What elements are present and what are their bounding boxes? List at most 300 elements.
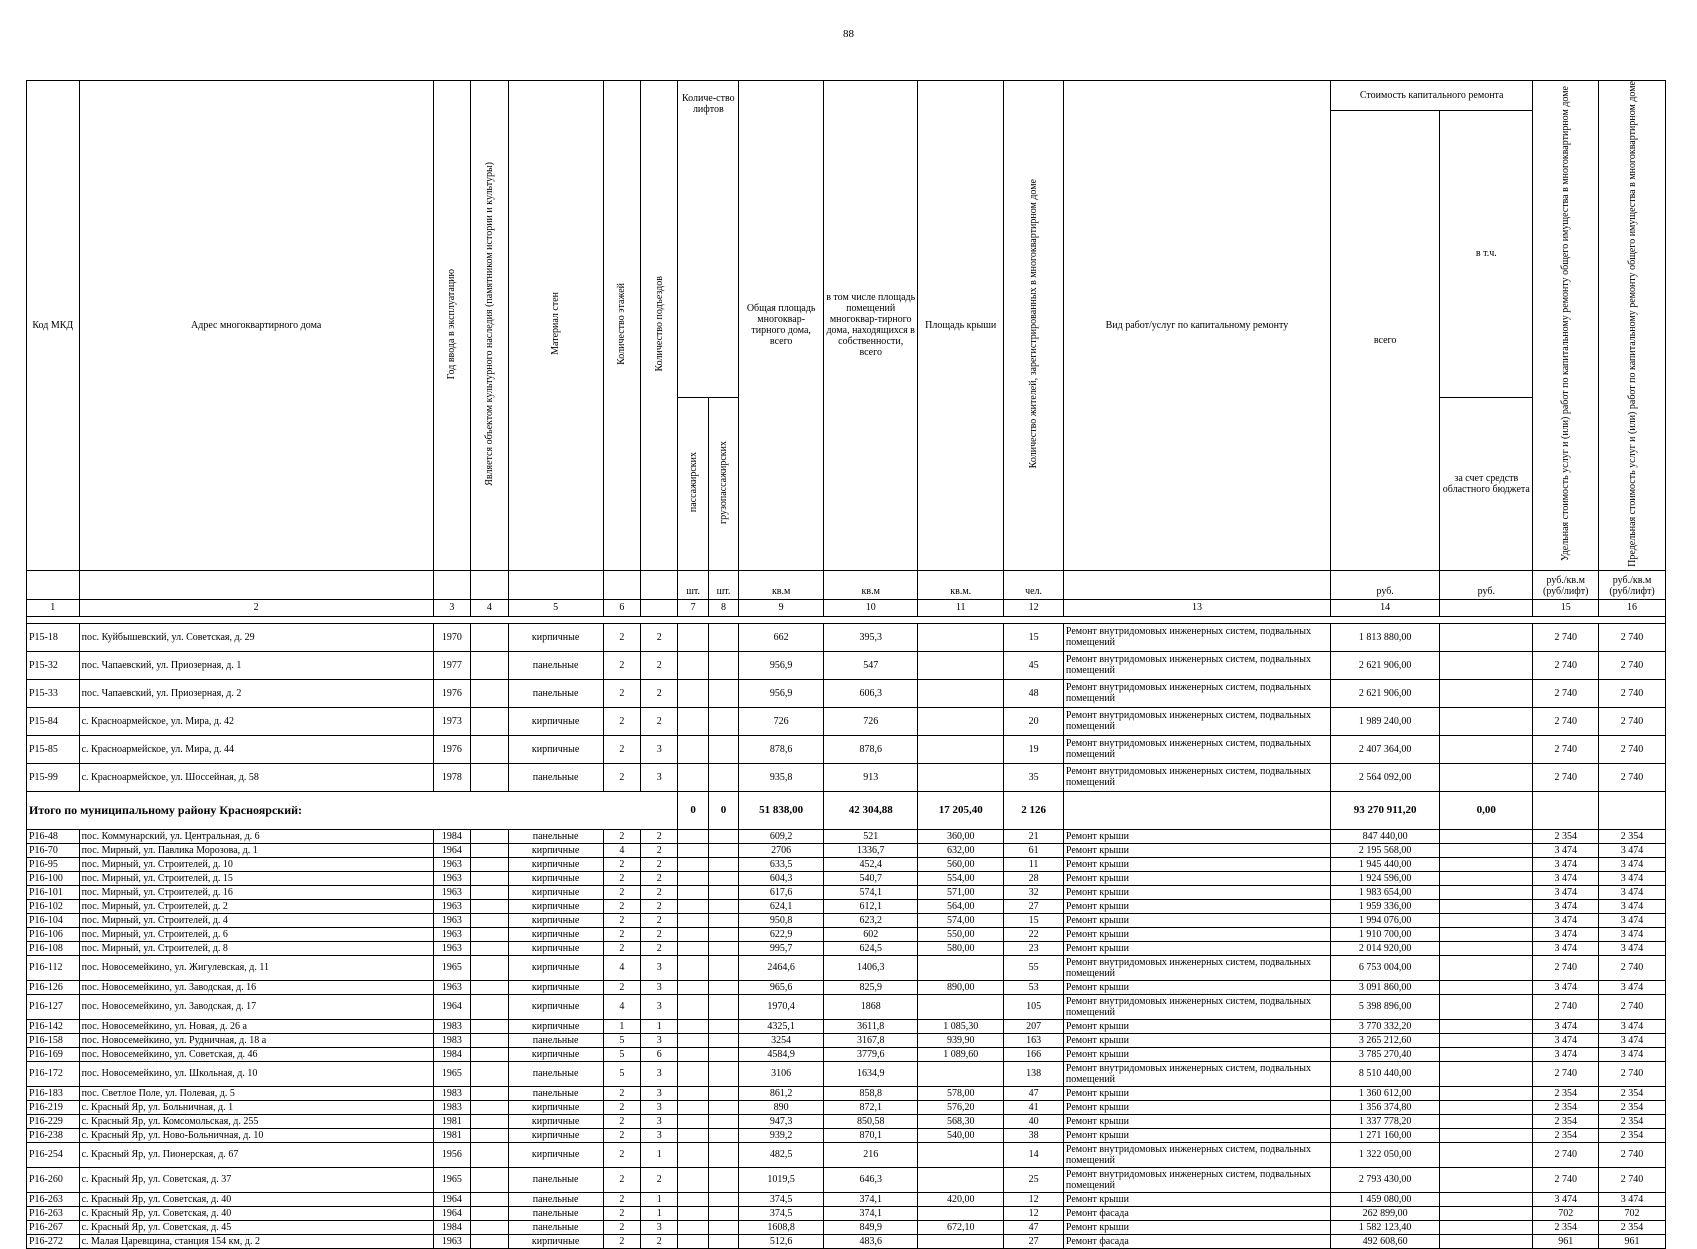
cell-heritage (471, 1033, 508, 1047)
cell-floors: 2 (603, 1220, 640, 1234)
cell-lifts-cargo (708, 1061, 738, 1086)
cell-work-type: Ремонт крыши (1063, 927, 1330, 941)
cell-material: панельные (508, 1167, 603, 1192)
cell-max-cost: 2 740 (1599, 623, 1666, 651)
col-number (1440, 599, 1533, 616)
cell-max-cost: 3 474 (1599, 871, 1666, 885)
cell-code: Р16-142 (27, 1019, 80, 1033)
col-number: 3 (433, 599, 470, 616)
cell-heritage (471, 843, 508, 857)
cell-floors: 2 (603, 651, 640, 679)
spacer-row (27, 616, 1666, 623)
cell-floors: 2 (603, 623, 640, 651)
cell-entrances: 2 (641, 843, 678, 857)
summary-lifts-passenger: 0 (678, 791, 708, 829)
cell-unit-cost: 2 740 (1533, 623, 1599, 651)
table-row (27, 623, 1666, 651)
cell-cost-regional (1440, 1061, 1533, 1086)
page-number: 88 (843, 28, 854, 40)
table-body (27, 616, 1666, 1248)
cell-cost-regional (1440, 829, 1533, 843)
cell-floors: 2 (603, 1114, 640, 1128)
cell-cost: 2 407 364,00 (1331, 735, 1440, 763)
cell-max-cost: 2 740 (1599, 1142, 1666, 1167)
col-number: 8 (708, 599, 738, 616)
cell-floors: 2 (603, 1142, 640, 1167)
cell-year: 1964 (433, 843, 470, 857)
cell-heritage (471, 1100, 508, 1114)
cell-lifts-cargo (708, 1086, 738, 1100)
cell-floors: 2 (603, 1192, 640, 1206)
cell-year: 1978 (433, 763, 470, 791)
cell-year: 1964 (433, 994, 470, 1019)
cell-entrances: 3 (641, 1100, 678, 1114)
cell-lifts-passenger (678, 857, 708, 871)
cell-cost: 1 582 123,40 (1331, 1220, 1440, 1234)
cell-material: кирпичные (508, 1128, 603, 1142)
cell-total-area: 4584,9 (739, 1047, 824, 1061)
cell-code: Р16-158 (27, 1033, 80, 1047)
cell-cost-regional (1440, 651, 1533, 679)
cell-total-area: 878,6 (739, 735, 824, 763)
cell-residents: 47 (1004, 1220, 1064, 1234)
summary-regional: 0,00 (1440, 791, 1533, 829)
cell-owned-area: 540,7 (824, 871, 918, 885)
cell-address: с. Красноармейское, ул. Мира, д. 42 (79, 707, 433, 735)
cell-total-area: 726 (739, 707, 824, 735)
cell-material: панельные (508, 1086, 603, 1100)
cell-max-cost: 2 354 (1599, 1128, 1666, 1142)
cell-floors: 4 (603, 994, 640, 1019)
cell-code: Р16-100 (27, 871, 80, 885)
cell-residents: 11 (1004, 857, 1064, 871)
cell-address: с. Красноармейское, ул. Шоссейная, д. 58 (79, 763, 433, 791)
cell-residents: 166 (1004, 1047, 1064, 1061)
cell-entrances: 2 (641, 707, 678, 735)
cell-lifts-passenger (678, 1047, 708, 1061)
summary-total-area: 51 838,00 (739, 791, 824, 829)
cell-year: 1983 (433, 1086, 470, 1100)
cell-unit-cost: 2 740 (1533, 707, 1599, 735)
table-row (27, 899, 1666, 913)
cell-year: 1963 (433, 871, 470, 885)
cell-max-cost: 3 474 (1599, 941, 1666, 955)
cell-max-cost: 3 474 (1599, 885, 1666, 899)
cell-work-type: Ремонт фасада (1063, 1206, 1330, 1220)
cell-lifts-cargo (708, 857, 738, 871)
cell-roof-area: 939,90 (918, 1033, 1004, 1047)
cell-unit-cost: 2 740 (1533, 651, 1599, 679)
cell-code: Р16-238 (27, 1128, 80, 1142)
cell-max-cost: 2 354 (1599, 1220, 1666, 1234)
cell-material: кирпичные (508, 843, 603, 857)
cell-owned-area: 870,1 (824, 1128, 918, 1142)
cell-roof-area: 568,30 (918, 1114, 1004, 1128)
cell-work-type: Ремонт крыши (1063, 1086, 1330, 1100)
table-row (27, 1142, 1666, 1167)
cell-entrances: 3 (641, 763, 678, 791)
cell-owned-area: 374,1 (824, 1192, 918, 1206)
unit-cell (433, 570, 470, 599)
table-row (27, 857, 1666, 871)
header-heritage: Является объектом культурного наследия (памятником истории и культуры) (471, 81, 508, 571)
col-number: 15 (1533, 599, 1599, 616)
cell-work-type: Ремонт крыши (1063, 941, 1330, 955)
cell-cost: 2 793 430,00 (1331, 1167, 1440, 1192)
cell-material: кирпичные (508, 1142, 603, 1167)
cell-owned-area: 1634,9 (824, 1061, 918, 1086)
cell-floors: 2 (603, 941, 640, 955)
cell-residents: 207 (1004, 1019, 1064, 1033)
cell-lifts-passenger (678, 679, 708, 707)
cell-cost: 1 959 336,00 (1331, 899, 1440, 913)
cell-material: кирпичные (508, 1047, 603, 1061)
table-row (27, 1128, 1666, 1142)
cell-cost: 492 608,60 (1331, 1234, 1440, 1248)
cell-roof-area (918, 651, 1004, 679)
cell-floors: 5 (603, 1033, 640, 1047)
cell-work-type: Ремонт внутридомовых инженерных систем, подвальных помещений (1063, 1167, 1330, 1192)
cell-heritage (471, 927, 508, 941)
cell-lifts-cargo (708, 843, 738, 857)
cell-entrances: 2 (641, 1234, 678, 1248)
cell-cost-regional (1440, 994, 1533, 1019)
cell-heritage (471, 763, 508, 791)
cell-lifts-passenger (678, 763, 708, 791)
cell-total-area: 617,6 (739, 885, 824, 899)
cell-floors: 2 (603, 927, 640, 941)
cell-owned-area: 858,8 (824, 1086, 918, 1100)
cell-year: 1976 (433, 679, 470, 707)
cell-total-area: 662 (739, 623, 824, 651)
cell-cost-regional (1440, 955, 1533, 980)
cell-heritage (471, 707, 508, 735)
table-row (27, 1114, 1666, 1128)
cell-cost: 1 813 880,00 (1331, 623, 1440, 651)
cell-material: кирпичные (508, 941, 603, 955)
cell-unit-cost: 2 740 (1533, 1142, 1599, 1167)
cell-lifts-cargo (708, 1206, 738, 1220)
header-material: Материал стен (508, 81, 603, 571)
cell-cost: 1 989 240,00 (1331, 707, 1440, 735)
cell-total-area: 1019,5 (739, 1167, 824, 1192)
cell-roof-area: 580,00 (918, 941, 1004, 955)
cell-year: 1964 (433, 1192, 470, 1206)
cell-cost-regional (1440, 1047, 1533, 1061)
cell-residents: 15 (1004, 913, 1064, 927)
cell-heritage (471, 1128, 508, 1142)
unit-cell (1063, 570, 1330, 599)
cell-heritage (471, 885, 508, 899)
cell-cost: 1 271 160,00 (1331, 1128, 1440, 1142)
cell-floors: 2 (603, 1234, 640, 1248)
cell-entrances: 1 (641, 1019, 678, 1033)
cell-heritage (471, 994, 508, 1019)
cell-heritage (471, 1234, 508, 1248)
cell-max-cost: 2 354 (1599, 1114, 1666, 1128)
cell-total-area: 890 (739, 1100, 824, 1114)
cell-lifts-passenger (678, 980, 708, 994)
cell-address: пос. Новосемейкино, ул. Заводская, д. 16 (79, 980, 433, 994)
cell-material: панельные (508, 1220, 603, 1234)
cell-unit-cost: 3 474 (1533, 857, 1599, 871)
cell-lifts-cargo (708, 980, 738, 994)
cell-cost: 3 091 860,00 (1331, 980, 1440, 994)
cell-max-cost: 2 740 (1599, 955, 1666, 980)
cell-cost-regional (1440, 927, 1533, 941)
cell-material: панельные (508, 679, 603, 707)
cell-lifts-cargo (708, 885, 738, 899)
cell-work-type: Ремонт внутридомовых инженерных систем, подвальных помещений (1063, 763, 1330, 791)
table-row (27, 871, 1666, 885)
table-row (27, 763, 1666, 791)
cell-heritage (471, 1114, 508, 1128)
table-row (27, 829, 1666, 843)
cell-floors: 4 (603, 955, 640, 980)
cell-lifts-passenger (678, 913, 708, 927)
cell-residents: 28 (1004, 871, 1064, 885)
cell-year: 1956 (433, 1142, 470, 1167)
cell-residents: 38 (1004, 1128, 1064, 1142)
header-lifts-cargo: грузопассажирских (708, 397, 738, 570)
cell-entrances: 3 (641, 1114, 678, 1128)
cell-residents: 41 (1004, 1100, 1064, 1114)
cell-owned-area: 623,2 (824, 913, 918, 927)
cell-entrances: 2 (641, 941, 678, 955)
unit-cell: кв.м. (918, 570, 1004, 599)
cell-residents: 48 (1004, 679, 1064, 707)
summary-label: Итого по муниципальному району Красноярский: (27, 791, 678, 829)
unit-cell (603, 570, 640, 599)
cell-cost-regional (1440, 980, 1533, 994)
cell-max-cost: 2 354 (1599, 1086, 1666, 1100)
cell-roof-area: 550,00 (918, 927, 1004, 941)
cell-cost-regional (1440, 1220, 1533, 1234)
cell-heritage (471, 857, 508, 871)
cell-floors: 2 (603, 829, 640, 843)
table-row (27, 980, 1666, 994)
cell-address: пос. Мирный, ул. Строителей, д. 10 (79, 857, 433, 871)
cell-residents: 32 (1004, 885, 1064, 899)
cell-total-area: 965,6 (739, 980, 824, 994)
cell-cost: 2 014 920,00 (1331, 941, 1440, 955)
header-max-cost: Предельная стоимость услуг и (или) работ по капитальному ремонту общего имущества в многоквартирном доме (1599, 81, 1666, 571)
cell-lifts-passenger (678, 1128, 708, 1142)
cell-cost-regional (1440, 899, 1533, 913)
cell-total-area: 947,3 (739, 1114, 824, 1128)
table-row (27, 1192, 1666, 1206)
cell-unit-cost: 2 354 (1533, 1128, 1599, 1142)
cell-address: с. Красный Яр, ул. Пионерская, д. 67 (79, 1142, 433, 1167)
cell-year: 1981 (433, 1114, 470, 1128)
cell-cost-regional (1440, 707, 1533, 735)
cell-year: 1977 (433, 651, 470, 679)
cell-material: кирпичные (508, 1100, 603, 1114)
cell-roof-area: 578,00 (918, 1086, 1004, 1100)
cell-address: пос. Новосемейкино, ул. Советская, д. 46 (79, 1047, 433, 1061)
cell-year: 1965 (433, 1167, 470, 1192)
cell-residents: 40 (1004, 1114, 1064, 1128)
cell-residents: 19 (1004, 735, 1064, 763)
cell-heritage (471, 1061, 508, 1086)
cell-lifts-cargo (708, 1100, 738, 1114)
cell-total-area: 374,5 (739, 1206, 824, 1220)
unit-cell: руб./кв.м (руб/лифт) (1533, 570, 1599, 599)
cell-heritage (471, 899, 508, 913)
cell-material: панельные (508, 1192, 603, 1206)
cell-cost: 1 945 440,00 (1331, 857, 1440, 871)
cell-material: кирпичные (508, 857, 603, 871)
cell-heritage (471, 735, 508, 763)
cell-cost: 1 910 700,00 (1331, 927, 1440, 941)
cell-max-cost: 2 740 (1599, 1167, 1666, 1192)
cell-unit-cost: 3 474 (1533, 980, 1599, 994)
cell-year: 1983 (433, 1100, 470, 1114)
cell-heritage (471, 1086, 508, 1100)
cell-year: 1965 (433, 955, 470, 980)
cell-floors: 2 (603, 871, 640, 885)
cell-residents: 61 (1004, 843, 1064, 857)
cell-total-area: 950,8 (739, 913, 824, 927)
cell-code: Р16-169 (27, 1047, 80, 1061)
cell-entrances: 2 (641, 623, 678, 651)
cell-address: с. Красный Яр, ул. Советская, д. 40 (79, 1206, 433, 1220)
cell-cost: 1 983 654,00 (1331, 885, 1440, 899)
cell-roof-area: 1 089,60 (918, 1047, 1004, 1061)
col-number: 10 (824, 599, 918, 616)
cell-unit-cost: 3 474 (1533, 927, 1599, 941)
cell-heritage (471, 829, 508, 843)
cell-entrances: 3 (641, 1033, 678, 1047)
cell-roof-area (918, 707, 1004, 735)
cell-lifts-cargo (708, 994, 738, 1019)
cell-lifts-cargo (708, 1114, 738, 1128)
cell-year: 1984 (433, 1220, 470, 1234)
cell-lifts-passenger (678, 1220, 708, 1234)
cell-cost: 1 994 076,00 (1331, 913, 1440, 927)
cell-heritage (471, 1220, 508, 1234)
cell-code: Р16-219 (27, 1100, 80, 1114)
cell-unit-cost: 2 354 (1533, 1220, 1599, 1234)
cell-address: пос. Мирный, ул. Строителей, д. 4 (79, 913, 433, 927)
table-header (27, 81, 1666, 617)
cell-unit-cost: 3 474 (1533, 941, 1599, 955)
cell-owned-area: 452,4 (824, 857, 918, 871)
cell-heritage (471, 623, 508, 651)
cell-roof-area: 632,00 (918, 843, 1004, 857)
cell-work-type: Ремонт крыши (1063, 843, 1330, 857)
cell-code: Р16-272 (27, 1234, 80, 1248)
cell-max-cost: 2 740 (1599, 994, 1666, 1019)
cell-owned-area: 913 (824, 763, 918, 791)
cell-code: Р15-18 (27, 623, 80, 651)
header-cost-regional: за счет средств областного бюджета (1440, 397, 1533, 570)
cell-roof-area (918, 1206, 1004, 1220)
cell-unit-cost: 702 (1533, 1206, 1599, 1220)
cell-material: кирпичные (508, 913, 603, 927)
cell-roof-area (918, 1142, 1004, 1167)
cell-code: Р15-84 (27, 707, 80, 735)
table-row (27, 1033, 1666, 1047)
cell-owned-area: 547 (824, 651, 918, 679)
unit-cell: руб. (1440, 570, 1533, 599)
cell-cost: 6 753 004,00 (1331, 955, 1440, 980)
cell-code: Р16-260 (27, 1167, 80, 1192)
cell-cost-regional (1440, 1128, 1533, 1142)
cell-work-type: Ремонт внутридомовых инженерных систем, подвальных помещений (1063, 679, 1330, 707)
cell-lifts-passenger (678, 1033, 708, 1047)
cell-heritage (471, 1047, 508, 1061)
cell-entrances: 3 (641, 735, 678, 763)
cell-residents: 55 (1004, 955, 1064, 980)
cell-floors: 2 (603, 1167, 640, 1192)
cell-total-area: 622,9 (739, 927, 824, 941)
cell-entrances: 2 (641, 829, 678, 843)
cell-year: 1963 (433, 941, 470, 955)
cell-total-area: 482,5 (739, 1142, 824, 1167)
cell-roof-area (918, 679, 1004, 707)
cell-material: кирпичные (508, 980, 603, 994)
table-row (27, 707, 1666, 735)
cell-lifts-cargo (708, 623, 738, 651)
cell-cost: 1 356 374,80 (1331, 1100, 1440, 1114)
summary-lifts-cargo: 0 (708, 791, 738, 829)
unit-cell: шт. (678, 570, 708, 599)
cell-heritage (471, 1142, 508, 1167)
cell-lifts-passenger (678, 885, 708, 899)
cell-total-area: 609,2 (739, 829, 824, 843)
cell-heritage (471, 941, 508, 955)
cell-code: Р16-112 (27, 955, 80, 980)
cell-lifts-passenger (678, 1061, 708, 1086)
cell-lifts-cargo (708, 941, 738, 955)
cell-floors: 1 (603, 1019, 640, 1033)
cell-max-cost: 2 740 (1599, 707, 1666, 735)
cell-max-cost: 2 354 (1599, 829, 1666, 843)
cell-work-type: Ремонт внутридомовых инженерных систем, подвальных помещений (1063, 994, 1330, 1019)
cell-work-type: Ремонт крыши (1063, 1114, 1330, 1128)
unit-cell (471, 570, 508, 599)
cell-work-type: Ремонт крыши (1063, 885, 1330, 899)
cell-entrances: 3 (641, 1061, 678, 1086)
cell-unit-cost: 2 354 (1533, 1114, 1599, 1128)
cell-lifts-cargo (708, 927, 738, 941)
cell-material: кирпичные (508, 871, 603, 885)
cell-cost: 2 564 092,00 (1331, 763, 1440, 791)
cell-max-cost: 3 474 (1599, 927, 1666, 941)
cell-residents: 25 (1004, 1167, 1064, 1192)
cell-lifts-cargo (708, 1128, 738, 1142)
cell-floors: 2 (603, 857, 640, 871)
col-number: 13 (1063, 599, 1330, 616)
cell-unit-cost: 3 474 (1533, 871, 1599, 885)
col-number: 7 (678, 599, 708, 616)
cell-entrances: 2 (641, 679, 678, 707)
table-row (27, 679, 1666, 707)
header-code: Код МКД (27, 81, 80, 571)
cell-unit-cost: 2 740 (1533, 955, 1599, 980)
cell-material: кирпичные (508, 623, 603, 651)
cell-residents: 138 (1004, 1061, 1064, 1086)
cell-year: 1963 (433, 885, 470, 899)
cell-lifts-passenger (678, 871, 708, 885)
cell-year: 1963 (433, 1234, 470, 1248)
cell-owned-area: 1336,7 (824, 843, 918, 857)
cell-roof-area: 554,00 (918, 871, 1004, 885)
cell-cost-regional (1440, 1114, 1533, 1128)
cell-material: кирпичные (508, 899, 603, 913)
table-row (27, 1061, 1666, 1086)
